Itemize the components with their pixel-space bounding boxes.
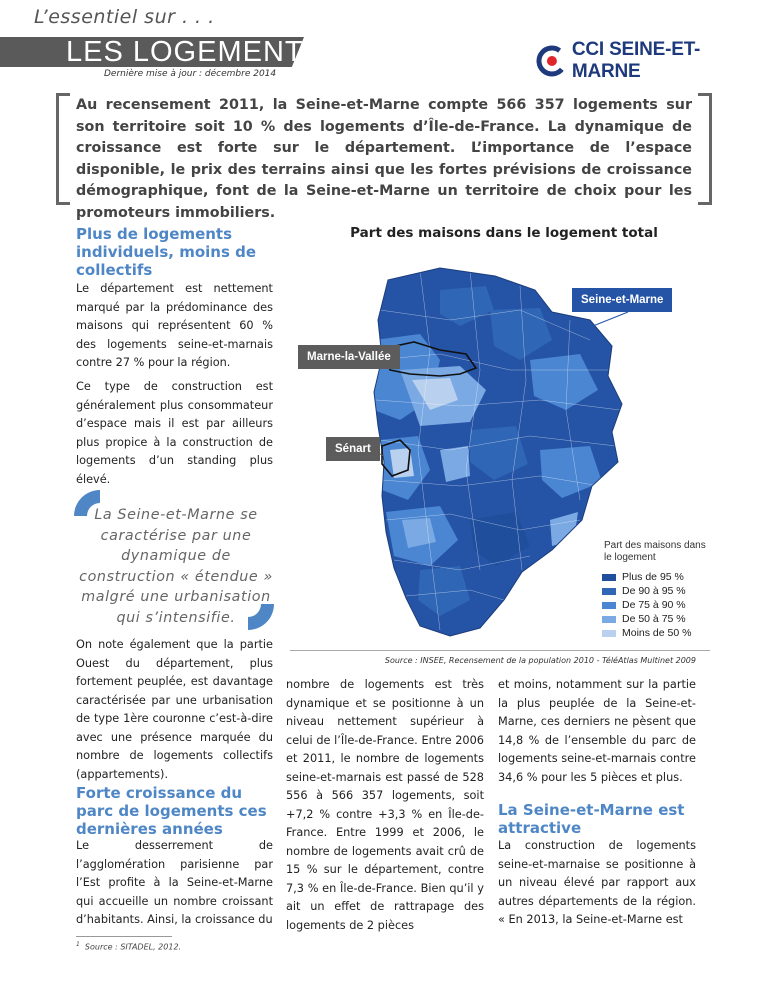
legend-swatch (602, 574, 616, 581)
intro-bracket-left (56, 93, 70, 205)
kicker-text: L’essentiel sur . . . (34, 6, 215, 28)
quote-close-icon (248, 604, 274, 630)
legend-item: De 50 à 75 % (602, 612, 691, 626)
logo-text: CCI SEINE-ET-MARNE (571, 39, 701, 82)
paragraph-nombre-logements: nombre de logements est très dynamique et se positionne à un niveau nettement supérieur à celui de l’Île-de-France. Entre 2006 et 2011, le nombre de logements seine-et-marnais est passé de 528 556 à 566 357 logements, soit +7,2 % contre +3,3 % en Île-de-France. Entre 1999 et 2006, le nombre de logements avait crû de 15 % sur le département, contre 7,3 % en Île-de-France. Bien qu’il y ait un effet de rattrapage des logements de 2 pièces (286, 678, 484, 932)
heading-attractive: La Seine-et-Marne est attractive (498, 801, 685, 837)
legend-item: De 75 à 90 % (602, 598, 691, 612)
callout-marne-la-vallee: Marne-la-Vallée (298, 345, 400, 369)
legend-item: De 90 à 95 % (602, 584, 691, 598)
paragraph-type-construction: Ce type de construction est généralement plus consommateur d’espace mais il est par ailleurs plus propice à la construction de logements d’un standing plus élevé. (76, 380, 273, 486)
paragraph-departement: Le département est nettement marqué par la prédominance des maisons qui représentent 60 % des logements seine-et-marnais contre 27 % pour la région. (76, 282, 273, 369)
update-date: Dernière mise à jour : décembre 2014 (104, 69, 277, 79)
intro-text: Au recensement 2011, la Seine-et-Marne compte 566 357 logements sur son territoire soit 10 % des logements d’Île-de-France. La dynamique de croissance est forte sur le département. L’importance de l’espace disponible, le prix des terrains ainsi que les fortes prévisions de croissance démographique, font de la Seine-et-Marne un territoire de choix pour les promoteurs immobiliers. (76, 97, 692, 221)
cci-logo (536, 39, 768, 83)
paragraph-construction: La construction de logements seine-et-marnaise se positionne à un niveau élevé par rapport aux autres départements de la région. « En 2013, la Seine-et-Marne est (498, 839, 696, 926)
source-divider (290, 650, 710, 651)
page-title: LES LOGEMENTS (66, 36, 324, 68)
legend-title: Part des maisons dans le logement (604, 540, 706, 563)
map-source: Source : INSEE, Recensement de la population 2010 - TéléAtlas Multinet 2009 (384, 656, 696, 665)
intro-bracket-right (698, 93, 712, 205)
callout-senart: Sénart (326, 437, 380, 461)
pull-quote: La Seine-et-Marne se caractérise par une dynamique de construction « étendue » malgré une urbanisation qui s’intensifie. (79, 507, 273, 626)
legend-swatch (602, 588, 616, 595)
legend-item: Moins de 50 % (602, 626, 691, 640)
heading-forte-croissance: Forte croissance du parc de logements ces dernières années (76, 784, 267, 838)
footnote-divider (76, 936, 172, 937)
map-legend (602, 570, 691, 640)
paragraph-desserrement: Le desserrement de l’agglomération parisienne par l’Est profite à la Seine-et-Marne qui accueille un nombre croissant d’habitants. Ainsi, la croissance du (76, 839, 273, 926)
paragraph-petits-logements: et moins, notamment sur la partie la plus peuplée de la Seine-et-Marne, ces derniers ne pèsent que 14,8 % de l’ensemble du parc de logements seine-et-marnais contre 34,6 % pour les 5 pièces et plus. (498, 678, 696, 784)
legend-item: Plus de 95 % (602, 570, 691, 584)
footnote: $^1$ Source : SITADEL, 2012. (76, 941, 182, 952)
legend-swatch (602, 630, 616, 637)
callout-seine-et-marne: Seine-et-Marne (572, 288, 672, 312)
paragraph-partie-ouest: On note également que la partie Ouest du département, plus fortement peuplée, est davantage caractérisée par une urbanisation de type 1ère couronne c’est-à-dire avec une présence marquée du nombre de logements collectifs (appartements). (76, 638, 273, 781)
heading-logements-individuels: Plus de logements individuels, moins de collectifs (76, 225, 257, 279)
map-title: Part des maisons dans le logement total (350, 225, 658, 241)
legend-swatch (602, 602, 616, 609)
legend-swatch (602, 616, 616, 623)
cci-logo-icon (536, 45, 568, 77)
